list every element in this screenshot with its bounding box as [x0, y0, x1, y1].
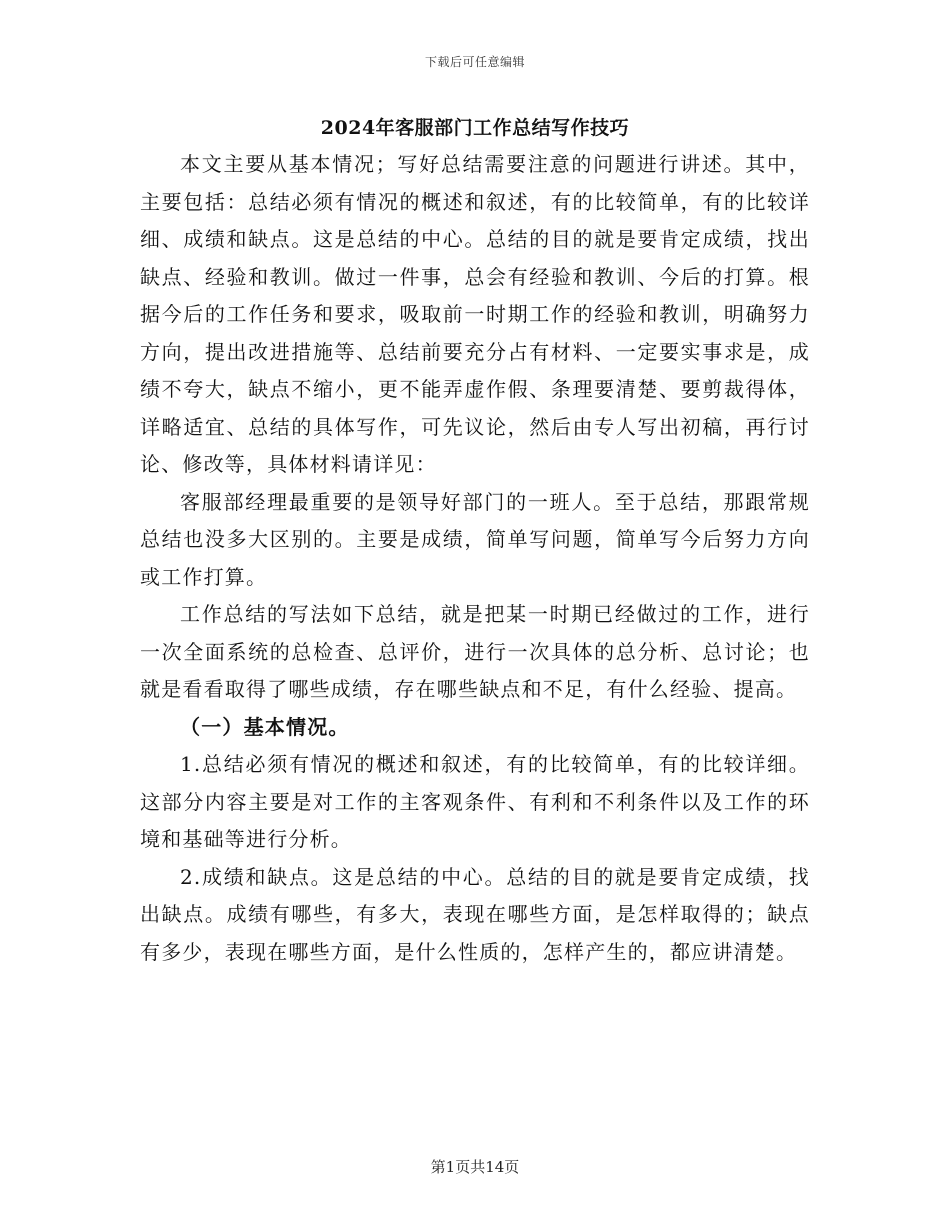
section-paragraph: 1.总结必须有情况的概述和叙述，有的比较简单，有的比较详细。这部分内容主要是对工作的主客观条件、有利和不利条件以及工作的环境和基础等进行分析。 [140, 752, 810, 851]
section-heading: （一）基本情况。 [180, 714, 350, 739]
section-paragraph: 2.成绩和缺点。这是总结的中心。总结的目的就是要肯定成绩，找出缺点。成绩有哪些，有多大，表现在哪些方面，是怎样取得的；缺点有多少，表现在哪些方面，是什么性质的，怎样产生的，都应讲清楚。 [140, 864, 810, 964]
page-header-note: 下载后可任意编辑 [424, 55, 525, 69]
document-title: 2024年客服部门工作总结写作技巧 [320, 117, 630, 139]
body-paragraph: 工作总结的写法如下总结，就是把某一时期已经做过的工作，进行一次全面系统的总检查、总评价，进行一次具体的总分析、总讨论；也就是看看取得了哪些成绩，存在哪些缺点和不足，有什么经验、提高。 [140, 602, 810, 701]
document-body [140, 146, 810, 971]
page-number: 第1页共14页 [430, 1158, 520, 1176]
body-paragraph: 客服部经理最重要的是领导好部门的一班人。至于总结，那跟常规总结也没多大区别的。主要是成绩，简单写问题，简单写今后努力方向或工作打算。 [140, 489, 810, 589]
intro-paragraph: 本文主要从基本情况；写好总结需要注意的问题进行讲述。其中，主要包括：总结必须有情况的概述和叙述，有的比较简单，有的比较详细、成绩和缺点。这是总结的中心。总结的目的就是要肯定成绩，找出缺点、经验和教训。做过一件事，总会有经验和教训、今后的打算。根据今后的工作任务和要求，吸取前一时期工作的经验和教训，明确努力方向，提出改进措施等、总结前要充分占有材料、一定要实事求是，成绩不夸大，缺点不缩小，更不能弄虚作假、条理要清楚、要剪裁得体，详略适宜、总结的具体写作，可先议论，然后由专人写出初稿，再行讨论、修改等，具体材料请详见： [140, 152, 810, 476]
